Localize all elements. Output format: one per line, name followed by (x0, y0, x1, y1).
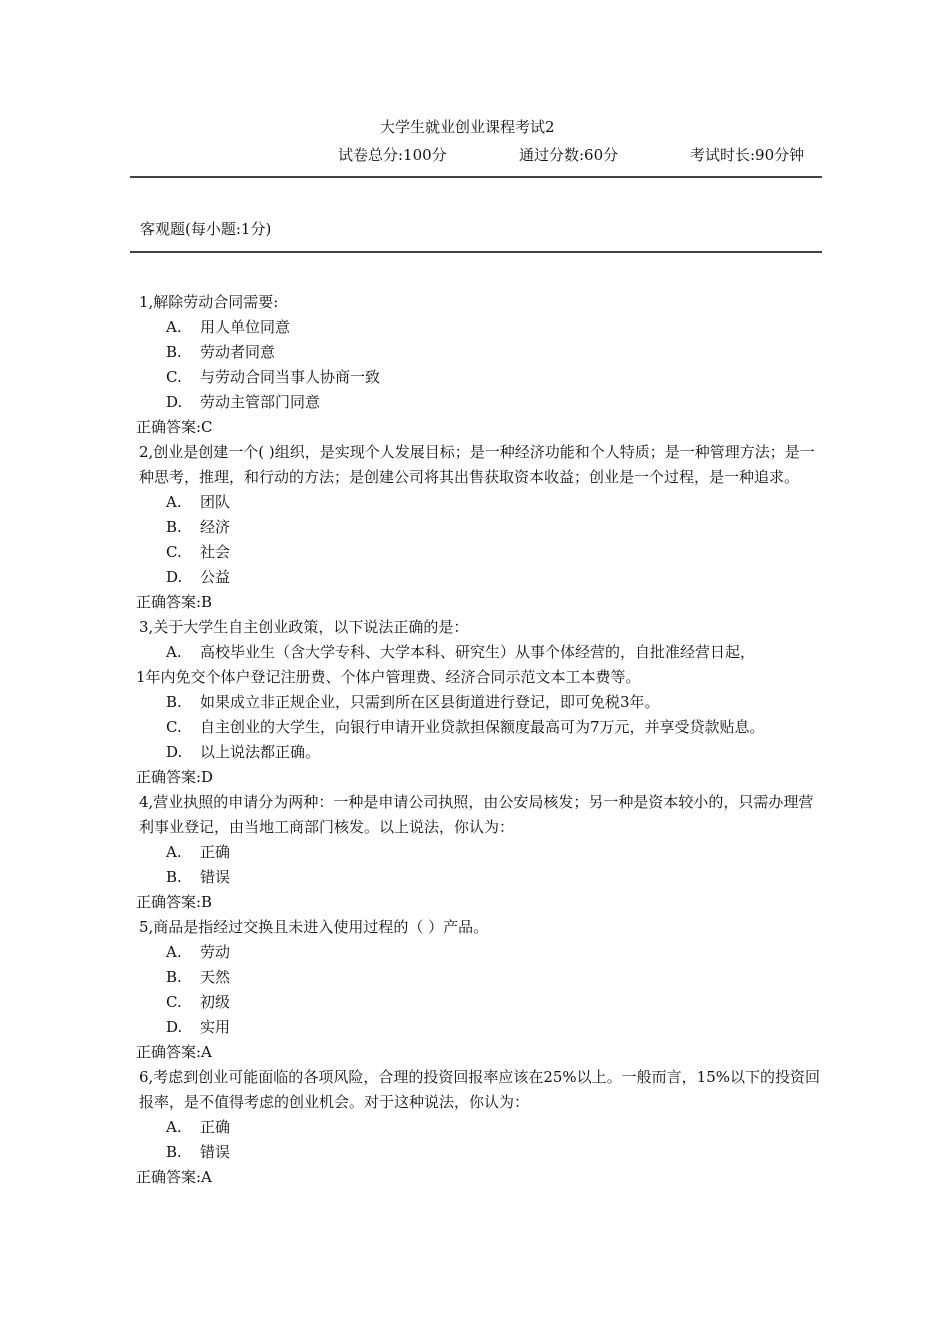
option-text: 正确 (200, 843, 231, 861)
divider (130, 176, 822, 178)
option-text: 团队 (200, 493, 231, 511)
option-text: 以上说法都正确。 (200, 743, 321, 761)
question-stem: 4,营业执照的申请分为两种：一种是申请公司执照，由公安局核发；另一种是资本较小的，只需办理营利事业登记，由当地工商部门核发。以上说法，你认为： (139, 793, 814, 836)
exam-title: 大学生就业创业课程考试2 (380, 118, 555, 136)
option (136, 365, 822, 390)
correct-answer: 正确答案:B (136, 893, 213, 911)
option-letter: A. (166, 493, 182, 511)
option-letter: B. (166, 868, 182, 886)
option-letter: C. (166, 543, 182, 561)
option-letter: D. (166, 393, 183, 411)
question-stem: 1,解除劳动合同需要: (139, 293, 279, 311)
option-letter: B. (166, 1143, 182, 1161)
option (136, 1140, 822, 1165)
question-list (136, 290, 822, 1190)
question (136, 1065, 822, 1190)
option (136, 940, 822, 965)
correct-answer: 正确答案:C (136, 418, 213, 436)
option-text: 劳动者同意 (200, 343, 276, 361)
option (136, 965, 822, 990)
option-text: 如果成立非正规企业，只需到所在区县街道进行登记，即可免税3年。 (200, 693, 660, 711)
question (136, 615, 822, 790)
option (136, 640, 822, 665)
question (136, 440, 822, 615)
option (136, 490, 822, 515)
option-letter: D. (166, 568, 183, 586)
option-text: 社会 (200, 543, 231, 561)
option-letter: B. (166, 968, 182, 986)
correct-answer: 正确答案:D (136, 768, 214, 786)
correct-answer: 正确答案:A (136, 1043, 212, 1061)
option-text: 与劳动合同当事人协商一致 (200, 368, 381, 386)
option-letter: C. (166, 368, 182, 386)
option (136, 690, 822, 715)
option-text: 错误 (200, 1143, 231, 1161)
option-letter: A. (166, 643, 182, 661)
option (136, 715, 822, 740)
option (136, 565, 822, 590)
option (136, 315, 822, 340)
question-stem: 5,商品是指经过交换且未进入使用过程的（ ）产品。 (139, 918, 489, 936)
option-letter: D. (166, 1018, 183, 1036)
option-letter: C. (166, 993, 182, 1011)
option (136, 540, 822, 565)
option-text: 初级 (200, 993, 231, 1011)
option-text-continued: 1年内免交个体户登记注册费、个体户管理费、经济合同示范文本工本费等。 (136, 668, 641, 686)
option-text: 经济 (200, 518, 231, 536)
option-letter: A. (166, 943, 182, 961)
option (136, 340, 822, 365)
question (136, 915, 822, 1065)
option-text: 正确 (200, 1118, 231, 1136)
option-text: 自主创业的大学生，向银行申请开业贷款担保额度最高可为7万元，并享受贷款贴息。 (200, 718, 765, 736)
option (136, 390, 822, 415)
exam-duration: 考试时长:90分钟 (690, 146, 805, 164)
option-text: 天然 (200, 968, 231, 986)
correct-answer: 正确答案:B (136, 593, 213, 611)
option (136, 515, 822, 540)
pass-score: 通过分数:60分 (519, 146, 619, 164)
option-letter: B. (166, 343, 182, 361)
divider (130, 251, 822, 253)
option (136, 840, 822, 865)
option-letter: D. (166, 743, 183, 761)
option-letter: C. (166, 718, 182, 736)
correct-answer: 正确答案:A (136, 1168, 212, 1186)
option-text: 实用 (200, 1018, 231, 1036)
question (136, 290, 822, 440)
option (136, 990, 822, 1015)
question-stem: 6,考虑到创业可能面临的各项风险，合理的投资回报率应该在25%以上。一般而言，15%以下的投资回报率，是不值得考虑的创业机会。对于这种说法，你认为： (139, 1068, 820, 1111)
option (136, 865, 822, 890)
question (136, 790, 822, 915)
option-text: 高校毕业生（含大学专科、大学本科、研究生）从事个体经营的，自批准经营日起， (200, 643, 756, 661)
option-text: 用人单位同意 (200, 318, 291, 336)
total-score: 试卷总分:100分 (338, 146, 447, 164)
option-letter: A. (166, 318, 182, 336)
option (136, 1015, 822, 1040)
option (136, 1115, 822, 1140)
option-text: 错误 (200, 868, 231, 886)
option-letter: B. (166, 518, 182, 536)
section-heading: 客观题(每小题:1分) (140, 220, 272, 238)
option-letter: B. (166, 693, 182, 711)
option (136, 740, 822, 765)
option-text: 劳动主管部门同意 (200, 393, 321, 411)
option-text: 公益 (200, 568, 231, 586)
question-stem: 3,关于大学生自主创业政策，以下说法正确的是： (139, 618, 469, 636)
question-stem: 2,创业是创建一个( )组织，是实现个人发展目标；是一种经济功能和个人特质；是一种管理方法；是一种思考，推理，和行动的方法；是创建公司将其出售获取资本收益；创业是一个过程，是一种追求。 (139, 443, 815, 486)
option-letter: A. (166, 1118, 182, 1136)
option-text: 劳动 (200, 943, 231, 961)
option-letter: A. (166, 843, 182, 861)
